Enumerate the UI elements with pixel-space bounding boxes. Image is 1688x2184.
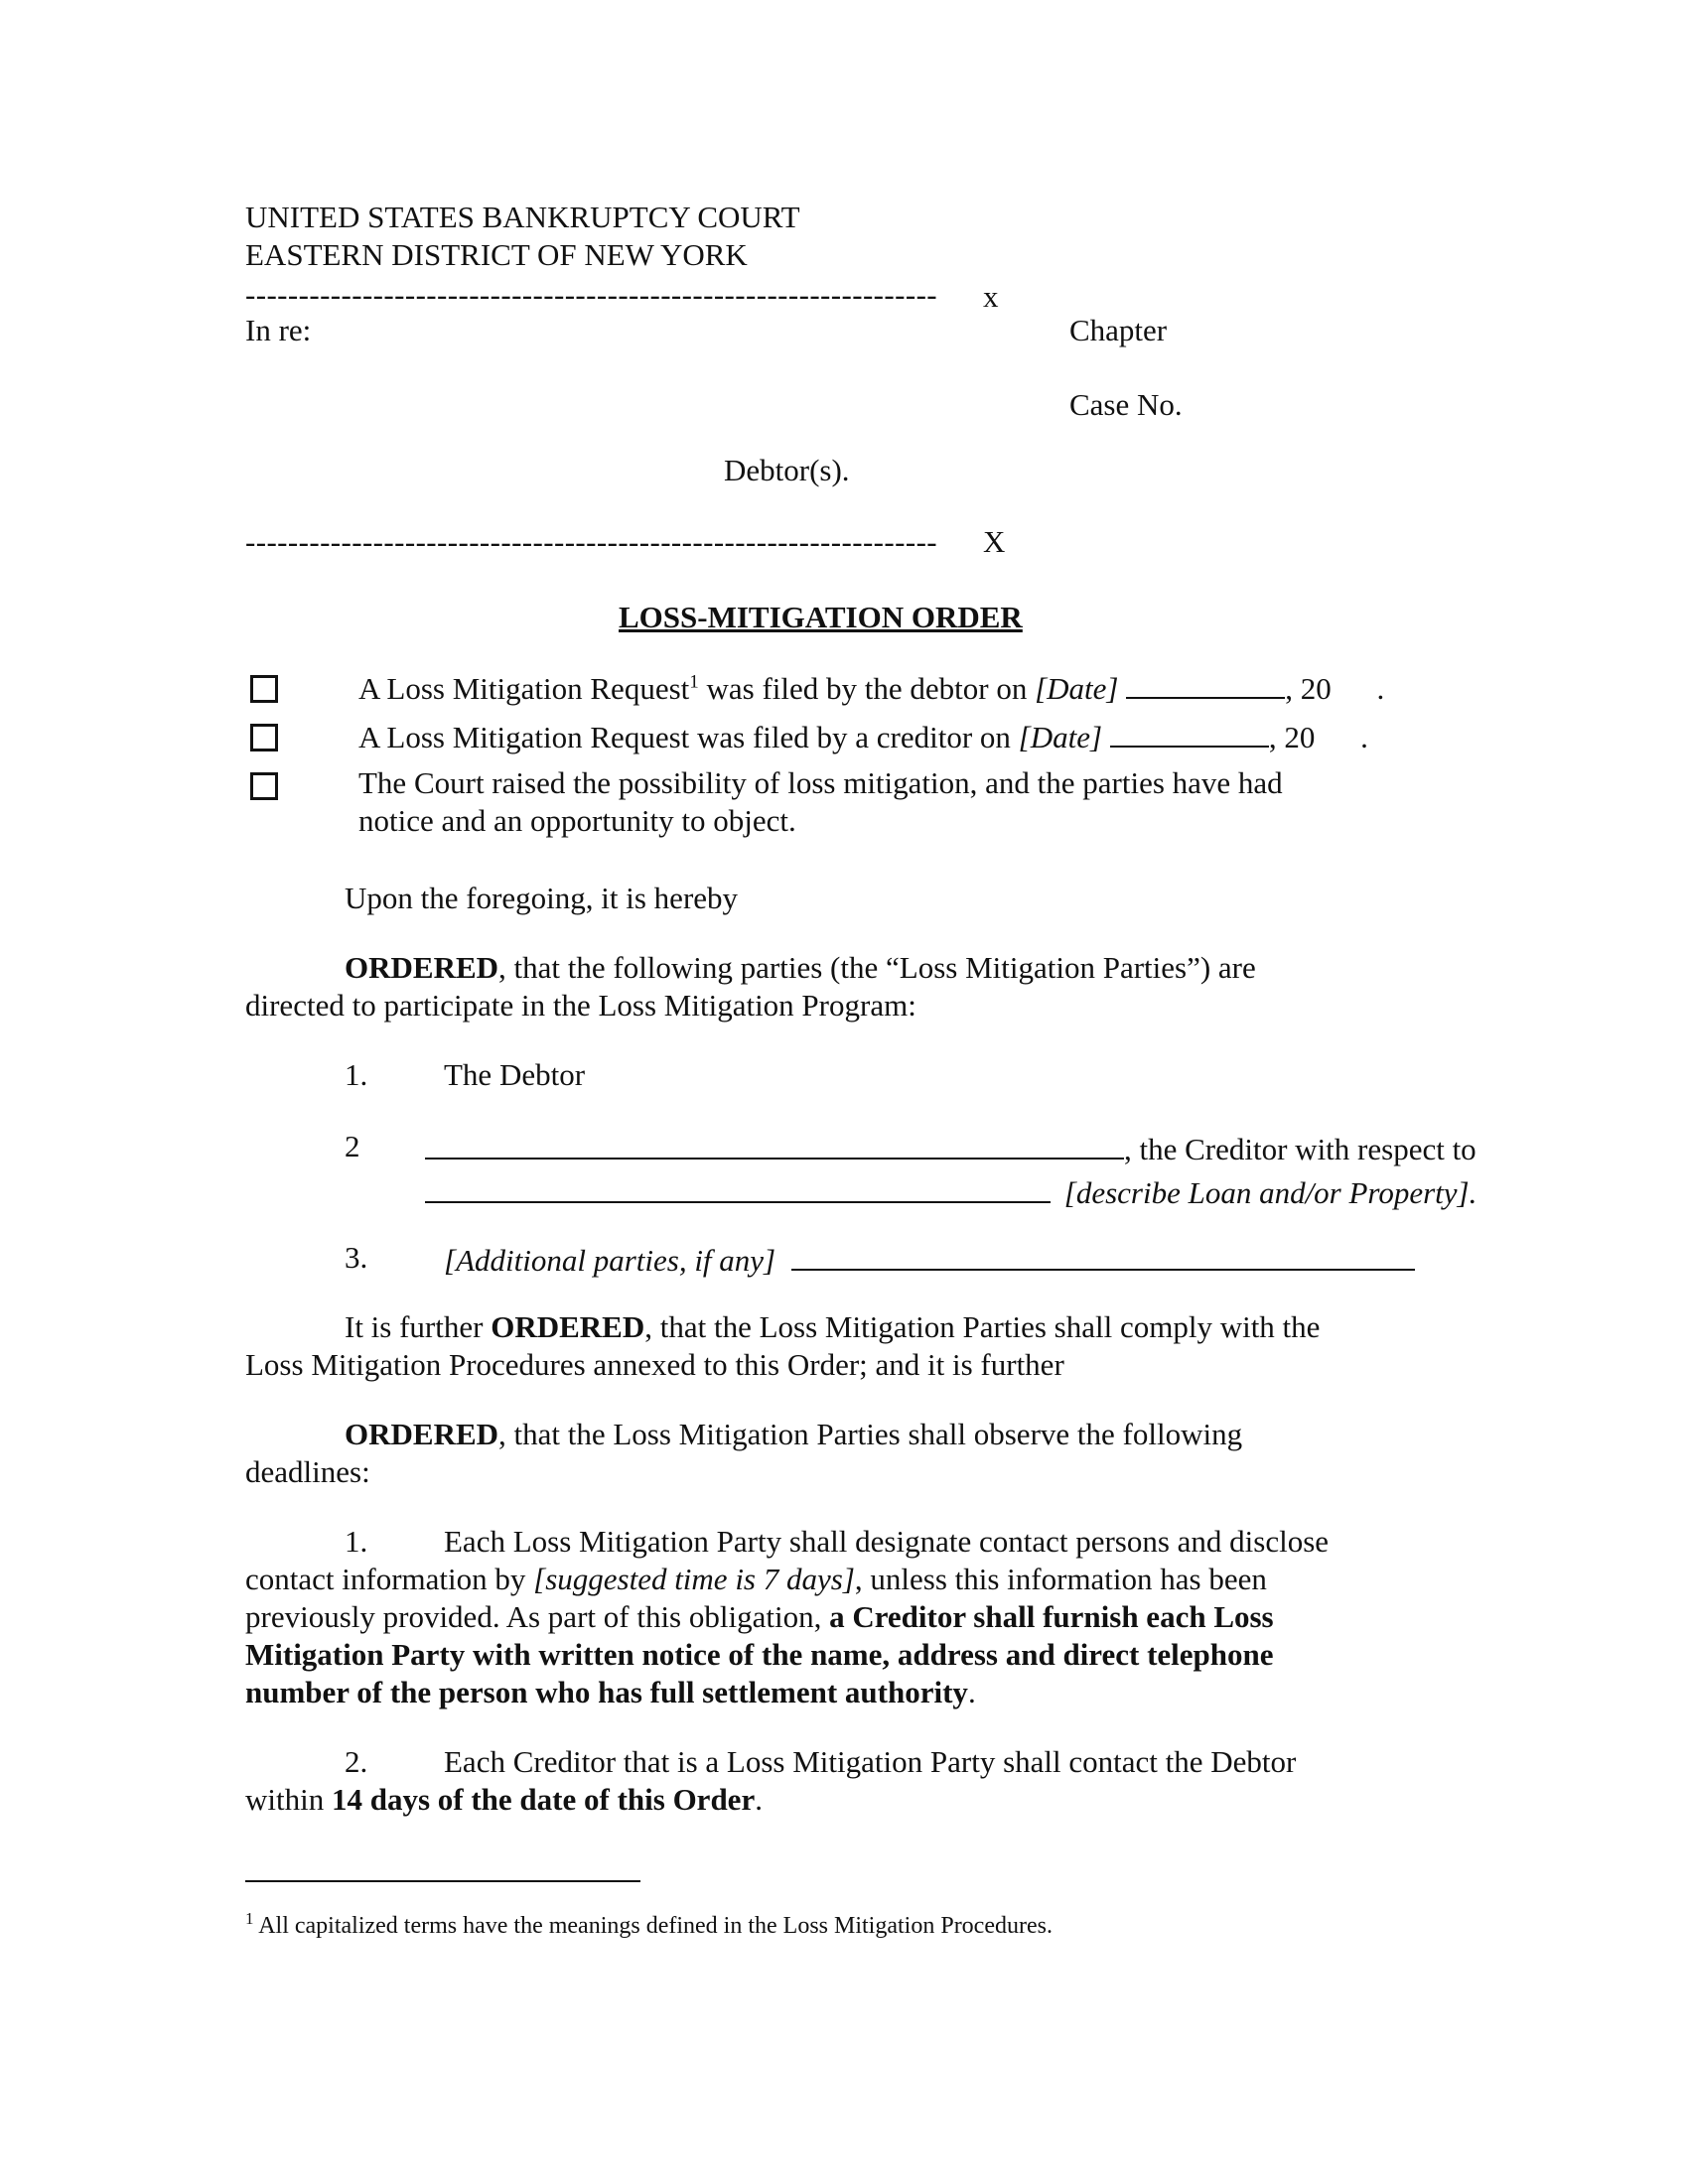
party-debtor: The Debtor bbox=[444, 1057, 586, 1092]
party-creditor-line2: [describe Loan and/or Property]. bbox=[425, 1171, 1477, 1212]
ordered-parties-line1: ORDERED, that the following parties (the “Loss Mitigation Parties”) are bbox=[345, 950, 1256, 985]
caption-dashes-bottom: ----------------------------------------------------------------- bbox=[245, 524, 938, 559]
ordered-comply-line2: Loss Mitigation Procedures annexed to this Order; and it is further bbox=[245, 1347, 1064, 1382]
option-court-raised-line2: notice and an opportunity to object. bbox=[358, 803, 796, 838]
party-number: 2 bbox=[345, 1129, 360, 1163]
page-title: LOSS-MITIGATION ORDER bbox=[619, 600, 1023, 634]
caption-dashes-top: ----------------------------------------------------------------- bbox=[245, 277, 938, 312]
ordered-deadlines-line2: deadlines: bbox=[245, 1454, 370, 1489]
loan-property-blank[interactable] bbox=[425, 1171, 1051, 1203]
checkbox-court-raised[interactable] bbox=[250, 772, 278, 800]
footnote-ref: 1 bbox=[689, 671, 699, 693]
deadline-1-line4: Mitigation Party with written notice of the name, address and direct telephone bbox=[245, 1637, 1274, 1672]
court-district: EASTERN DISTRICT OF NEW YORK bbox=[245, 237, 748, 272]
party-additional: [Additional parties, if any] bbox=[444, 1239, 1415, 1280]
deadline-number: 1. bbox=[345, 1524, 368, 1559]
footnote-mark: 1 bbox=[245, 1909, 254, 1928]
deadline-1-line2: contact information by [suggested time is 7 days], unless this information has been bbox=[245, 1562, 1267, 1596]
deadline-number: 2. bbox=[345, 1744, 368, 1779]
upon-paragraph: Upon the foregoing, it is hereby bbox=[345, 881, 739, 915]
footnote bbox=[245, 1904, 1053, 1941]
deadline-2-line2: within 14 days of the date of this Order. bbox=[245, 1782, 763, 1817]
chapter-label: Chapter bbox=[1069, 313, 1168, 347]
ordered-comply-line1: It is further ORDERED, that the Loss Mitigation Parties shall comply with the bbox=[345, 1309, 1321, 1344]
ordered-deadlines-line1: ORDERED, that the Loss Mitigation Parties shall observe the following bbox=[345, 1417, 1243, 1451]
case-no-label: Case No. bbox=[1069, 387, 1183, 422]
footnote-text: All capitalized terms have the meanings defined in the Loss Mitigation Procedures. bbox=[258, 1913, 1053, 1939]
option-court-raised-line1: The Court raised the possibility of loss mitigation, and the parties have had bbox=[358, 765, 1283, 800]
deadline-1-line5: number of the person who has full settlement authority. bbox=[245, 1675, 976, 1709]
party-number: 3. bbox=[345, 1240, 368, 1275]
creditor-name-blank[interactable] bbox=[425, 1128, 1124, 1160]
checkbox-debtor-request[interactable] bbox=[250, 675, 278, 703]
deadline-1-line3: previously provided. As part of this obligation, a Creditor shall furnish each Loss bbox=[245, 1599, 1274, 1634]
party-number: 1. bbox=[345, 1057, 368, 1092]
caption-x-top: x bbox=[983, 279, 999, 314]
deadline-1-line1: Each Loss Mitigation Party shall designate contact persons and disclose bbox=[444, 1524, 1330, 1559]
footnote-separator bbox=[245, 1880, 640, 1882]
date-blank[interactable] bbox=[1110, 716, 1269, 748]
ordered-parties-line2: directed to participate in the Loss Mitigation Program: bbox=[245, 988, 916, 1023]
deadline-2-line1: Each Creditor that is a Loss Mitigation Party shall contact the Debtor bbox=[444, 1744, 1297, 1779]
checkbox-creditor-request[interactable] bbox=[250, 724, 278, 751]
debtors-label: Debtor(s). bbox=[724, 453, 850, 487]
caption-x-bottom: X bbox=[983, 524, 1006, 559]
court-name: UNITED STATES BANKRUPTCY COURT bbox=[245, 200, 800, 234]
in-re-label: In re: bbox=[245, 313, 312, 347]
option-debtor-request: A Loss Mitigation Request$^1$ was filed by the debtor on [Date] , 20 . bbox=[358, 667, 1384, 708]
party-creditor-line1: , the Creditor with respect to bbox=[425, 1128, 1477, 1168]
additional-parties-blank[interactable] bbox=[791, 1239, 1415, 1271]
option-creditor-request: A Loss Mitigation Request was filed by a creditor on [Date] , 20 . bbox=[358, 716, 1368, 756]
date-blank[interactable] bbox=[1126, 667, 1285, 699]
